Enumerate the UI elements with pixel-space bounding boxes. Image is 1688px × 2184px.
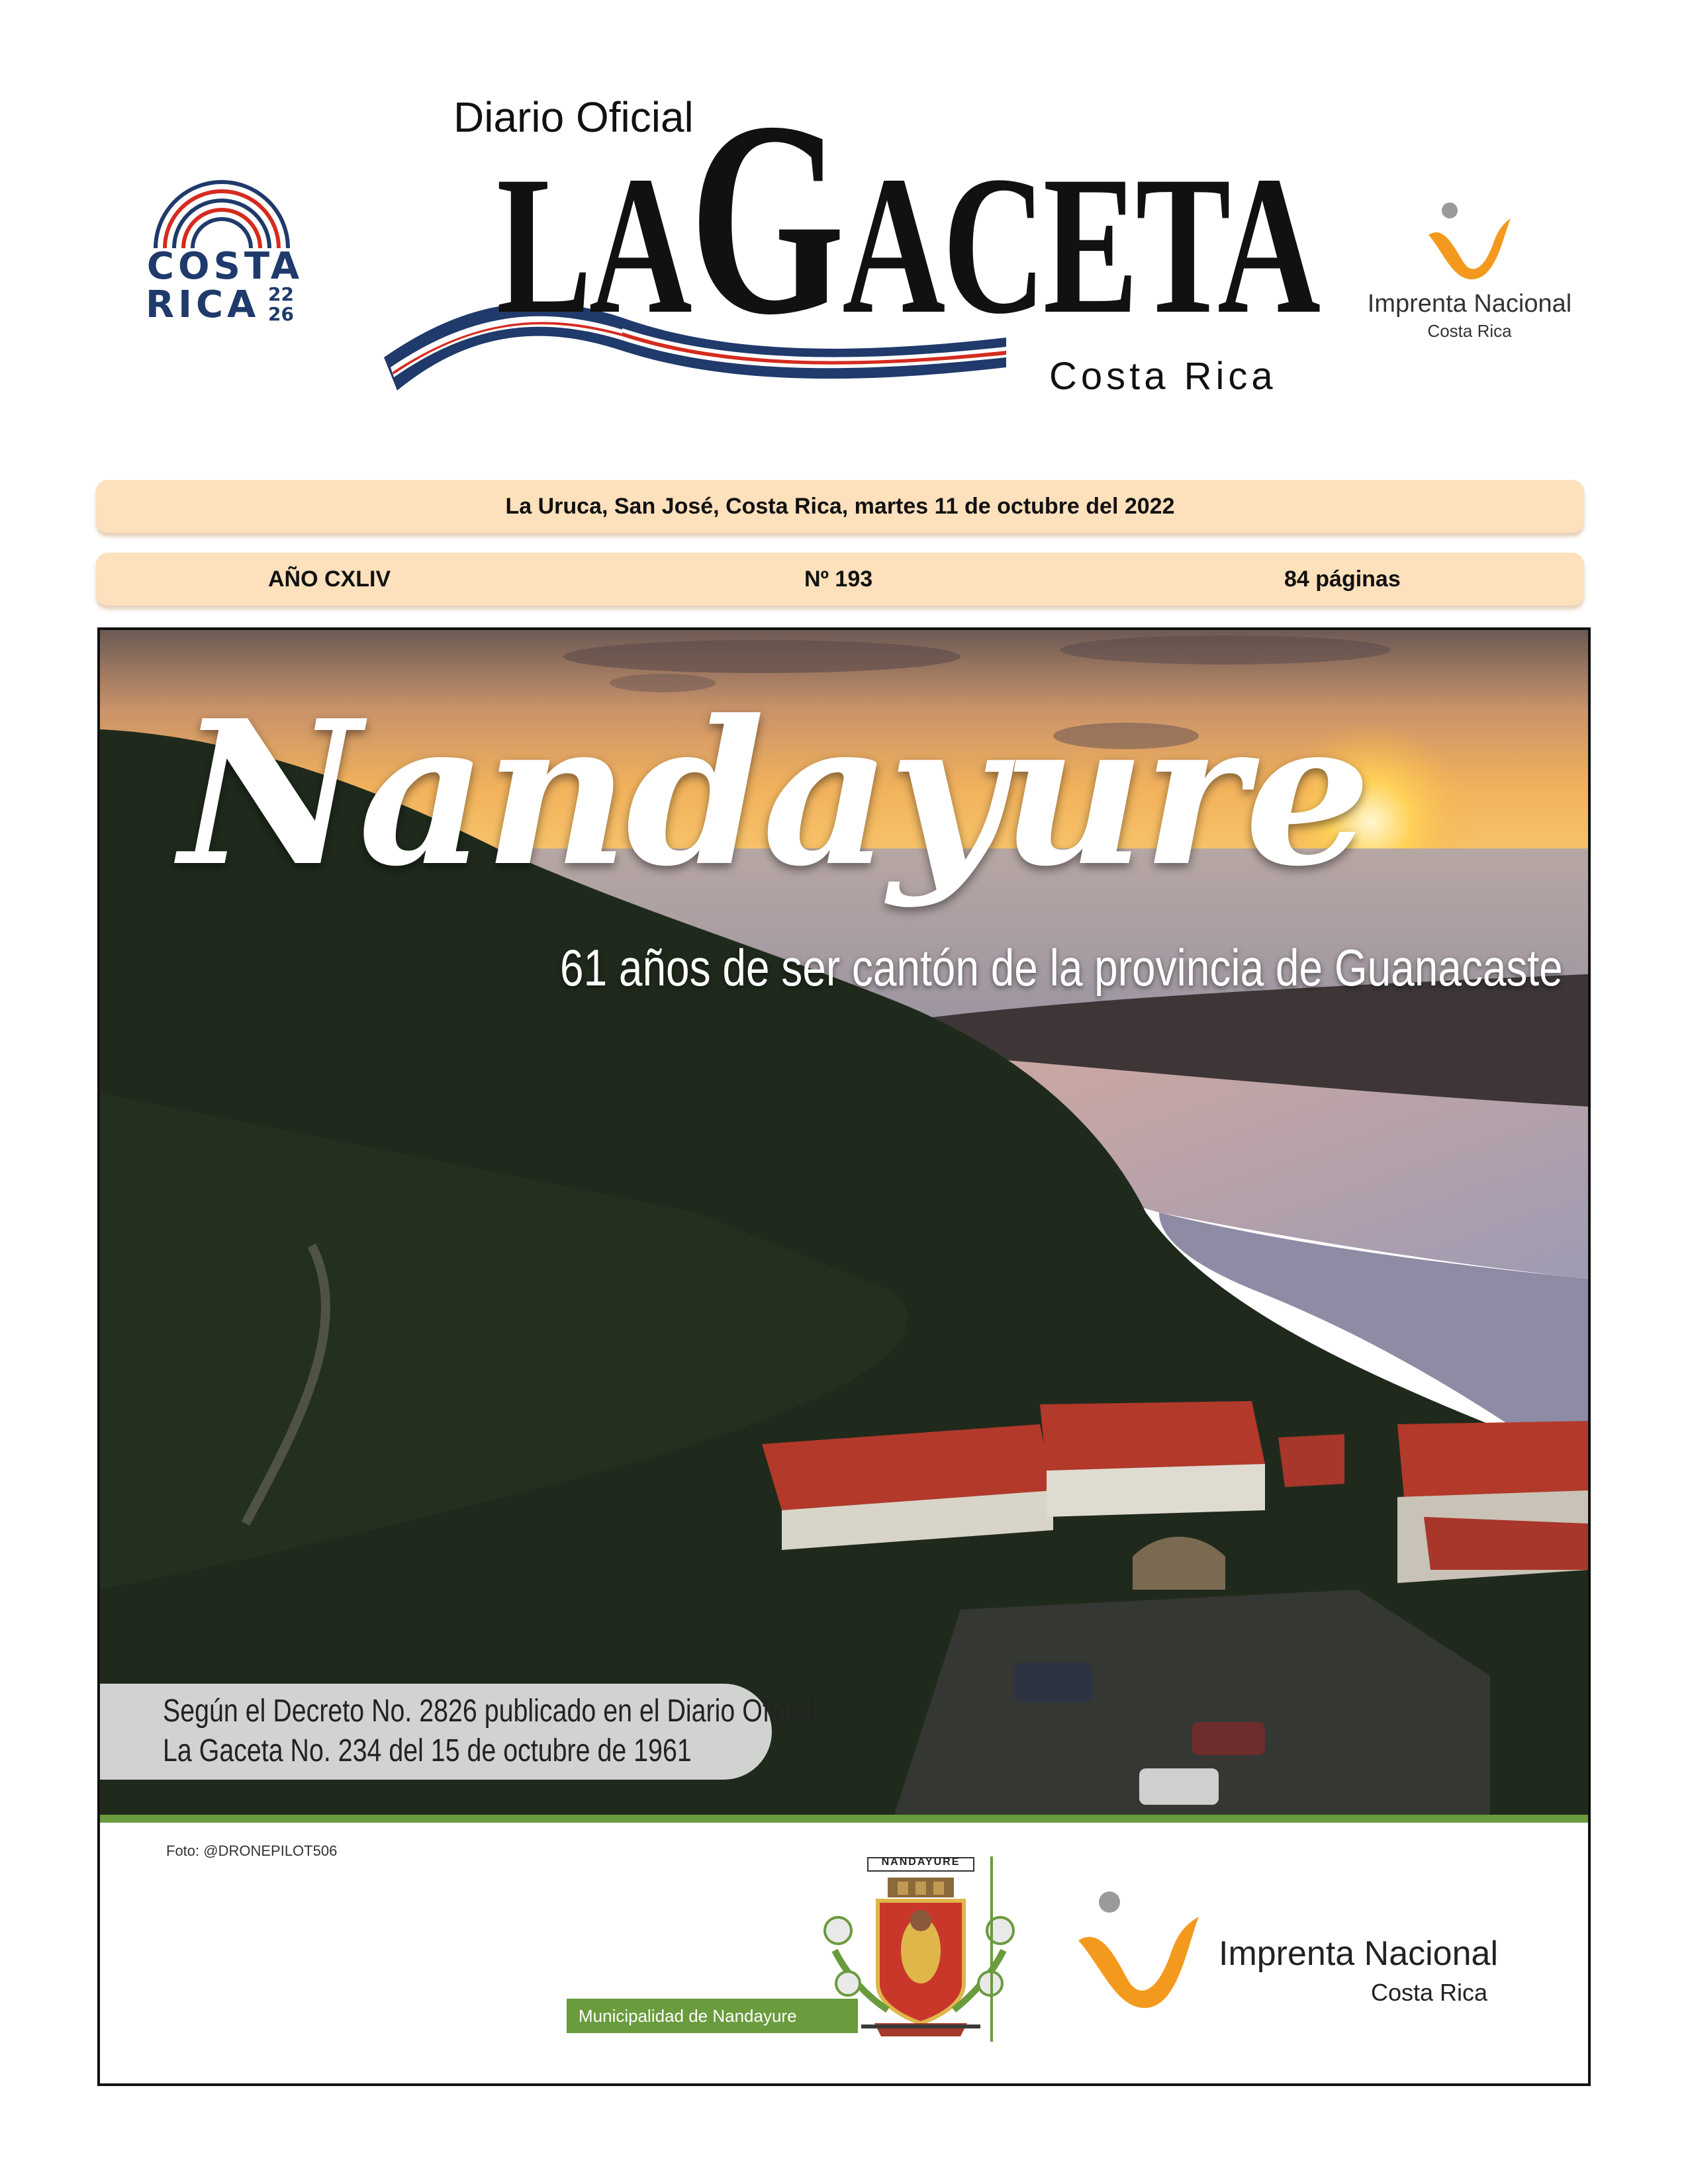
cover-frame bbox=[97, 627, 1591, 2086]
logo-costa: COSTA bbox=[146, 245, 304, 288]
imprenta-name: Imprenta Nacional bbox=[1367, 290, 1572, 318]
masthead-title bbox=[496, 64, 1318, 372]
imprenta-swoosh-icon bbox=[1423, 199, 1516, 285]
coat-banner-text: NANDAYURE bbox=[881, 1856, 961, 1868]
imprenta-bottom-name: Imprenta Nacional bbox=[1219, 1934, 1498, 1973]
issue-pages: 84 páginas bbox=[1284, 567, 1401, 592]
issue-bar bbox=[96, 553, 1584, 606]
costa-rica-2226-logo bbox=[142, 165, 314, 331]
decree-banner bbox=[100, 1684, 815, 1780]
cover-subtitle: 61 años de ser cantón de la provincia de Guanacaste bbox=[560, 938, 1563, 997]
imprenta-swoosh-icon bbox=[1073, 1888, 1212, 2013]
green-divider-line bbox=[100, 1815, 1588, 1823]
title-la: LA bbox=[496, 135, 690, 355]
masthead-country: Costa Rica bbox=[1049, 355, 1277, 398]
logo-rica: RICA bbox=[146, 283, 260, 326]
cover-headline: Nandayure bbox=[179, 676, 1369, 910]
logos-divider bbox=[990, 1856, 993, 2042]
logo-years bbox=[268, 285, 294, 324]
imprenta-nacional-logo bbox=[1350, 199, 1589, 351]
title-g: G bbox=[689, 64, 843, 372]
date-line: La Uruca, San José, Costa Rica, martes 11 de octubre del 2022 bbox=[505, 494, 1175, 519]
imprenta-bottom-sub: Costa Rica bbox=[1371, 1979, 1488, 2006]
decree-line-1: Según el Decreto No. 2826 publicado en el Diario Oficial bbox=[163, 1694, 815, 1729]
title-aceta: ACETA bbox=[842, 135, 1318, 355]
photo-credit: Foto: @DRONEPILOT506 bbox=[166, 1843, 338, 1859]
imprenta-sub: Costa Rica bbox=[1427, 321, 1512, 341]
arc-stripes-icon bbox=[142, 165, 301, 251]
issue-number: Nº 193 bbox=[804, 567, 873, 592]
logo-year-bottom: 26 bbox=[268, 303, 294, 325]
cover-photo bbox=[100, 630, 1588, 1815]
diario-oficial-label: Diario Oficial bbox=[453, 93, 694, 141]
date-bar bbox=[96, 480, 1584, 533]
imprenta-nacional-logo-bottom bbox=[1073, 1888, 1536, 2013]
issue-year: AÑO CXLIV bbox=[268, 567, 391, 592]
logo-year-top: 22 bbox=[268, 283, 294, 305]
municipality-label: Municipalidad de Nandayure bbox=[567, 1999, 858, 2033]
decree-line-2: La Gaceta No. 234 del 15 de octubre de 1961 bbox=[163, 1733, 692, 1768]
